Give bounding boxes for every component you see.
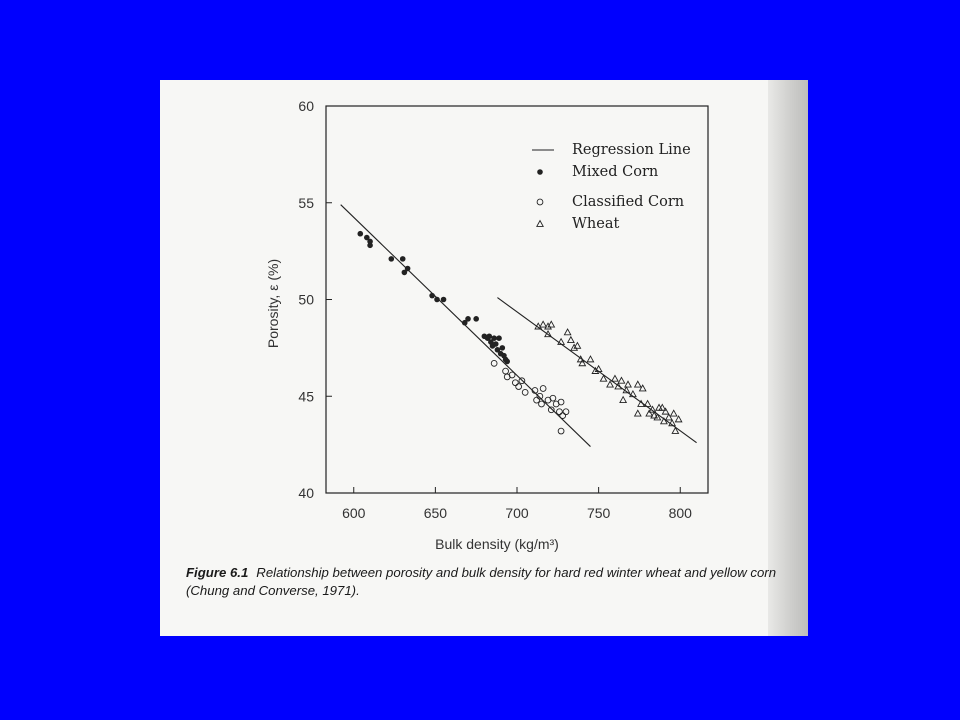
mixed-corn-point <box>486 333 492 339</box>
mixed-corn-point <box>429 293 435 299</box>
legend-label: Wheat <box>572 216 620 232</box>
classified-corn-point <box>503 368 509 374</box>
mixed-corn-point <box>473 316 479 322</box>
y-tick-label: 55 <box>298 194 314 211</box>
wheat-point <box>644 401 650 407</box>
x-tick-label: 750 <box>586 505 611 521</box>
classified-corn-point <box>512 380 518 386</box>
mixed-corn-point <box>400 256 406 262</box>
wheat-point <box>675 416 681 422</box>
wheat-point <box>625 381 631 387</box>
classified-corn-point <box>491 360 497 366</box>
mixed-corn-point <box>496 335 502 341</box>
wheat-point <box>635 381 641 387</box>
classified-corn-point <box>558 399 564 405</box>
figure-caption-text: Relationship between porosity and bulk density for hard red winter wheat and yellow corn (Chung and Converse, 1971). <box>186 565 777 598</box>
classified-corn-point <box>548 407 554 413</box>
y-tick-label: 45 <box>298 388 314 405</box>
classified-corn-point <box>557 409 563 415</box>
mixed-corn-point <box>388 256 394 262</box>
wheat-point <box>587 356 593 362</box>
mixed-corn-point <box>504 359 510 365</box>
x-tick-label: 650 <box>423 505 448 521</box>
wheat-point <box>620 397 626 403</box>
x-axis-label: Bulk density (kg/m³) <box>435 536 559 552</box>
mixed-corn-point <box>493 341 499 347</box>
classified-corn-point <box>560 413 566 419</box>
legend-marker <box>537 199 543 205</box>
classified-corn-point <box>534 397 540 403</box>
y-tick-label: 40 <box>298 485 314 501</box>
porosity-vs-bulk-density-chart <box>160 80 808 560</box>
classified-corn-point <box>522 389 528 395</box>
x-tick-label: 600 <box>342 505 366 521</box>
mixed-corn-point <box>434 297 440 303</box>
wheat-point <box>540 321 546 327</box>
legend-label: Regression Line <box>572 142 691 158</box>
legend-marker <box>537 169 543 175</box>
mixed-corn-point <box>367 243 373 249</box>
classified-corn-point <box>509 372 515 378</box>
mixed-corn-point <box>441 297 447 303</box>
figure-caption <box>186 564 786 600</box>
scanned-page <box>160 80 808 636</box>
wheat-point <box>571 344 577 350</box>
classified-corn-point <box>558 428 564 434</box>
classified-corn-point <box>540 386 546 392</box>
classified-corn-point <box>563 409 569 415</box>
y-axis-label: Porosity, ε (%) <box>265 258 281 349</box>
figure-label: Figure 6.1 <box>186 565 249 580</box>
mixed-corn-point <box>465 316 471 322</box>
wheat-point <box>671 410 677 416</box>
wheat-point <box>568 337 574 343</box>
wheat-point <box>646 410 652 416</box>
x-tick-label: 700 <box>505 505 529 521</box>
wheat-point <box>635 410 641 416</box>
classified-corn-point <box>550 395 556 401</box>
wheat-point <box>656 404 662 410</box>
mixed-corn-point <box>405 266 411 272</box>
classified-corn-point <box>539 401 545 407</box>
wheat-point <box>564 329 570 335</box>
wheat-point <box>612 375 618 381</box>
x-tick-label: 800 <box>668 505 692 521</box>
wheat-point <box>654 414 660 420</box>
mixed-corn-point <box>500 345 506 351</box>
wheat-point <box>662 408 668 414</box>
classified-corn-point <box>516 384 522 390</box>
y-tick-label: 60 <box>298 98 314 114</box>
mixed-corn-point <box>491 335 497 341</box>
regression-line <box>341 205 591 447</box>
wheat-point <box>618 377 624 383</box>
legend-label: Mixed Corn <box>572 164 659 180</box>
wheat-point <box>607 381 613 387</box>
legend-label: Classified Corn <box>572 194 685 210</box>
y-tick-label: 50 <box>298 291 314 308</box>
legend-marker <box>537 221 543 227</box>
mixed-corn-point <box>357 231 363 237</box>
